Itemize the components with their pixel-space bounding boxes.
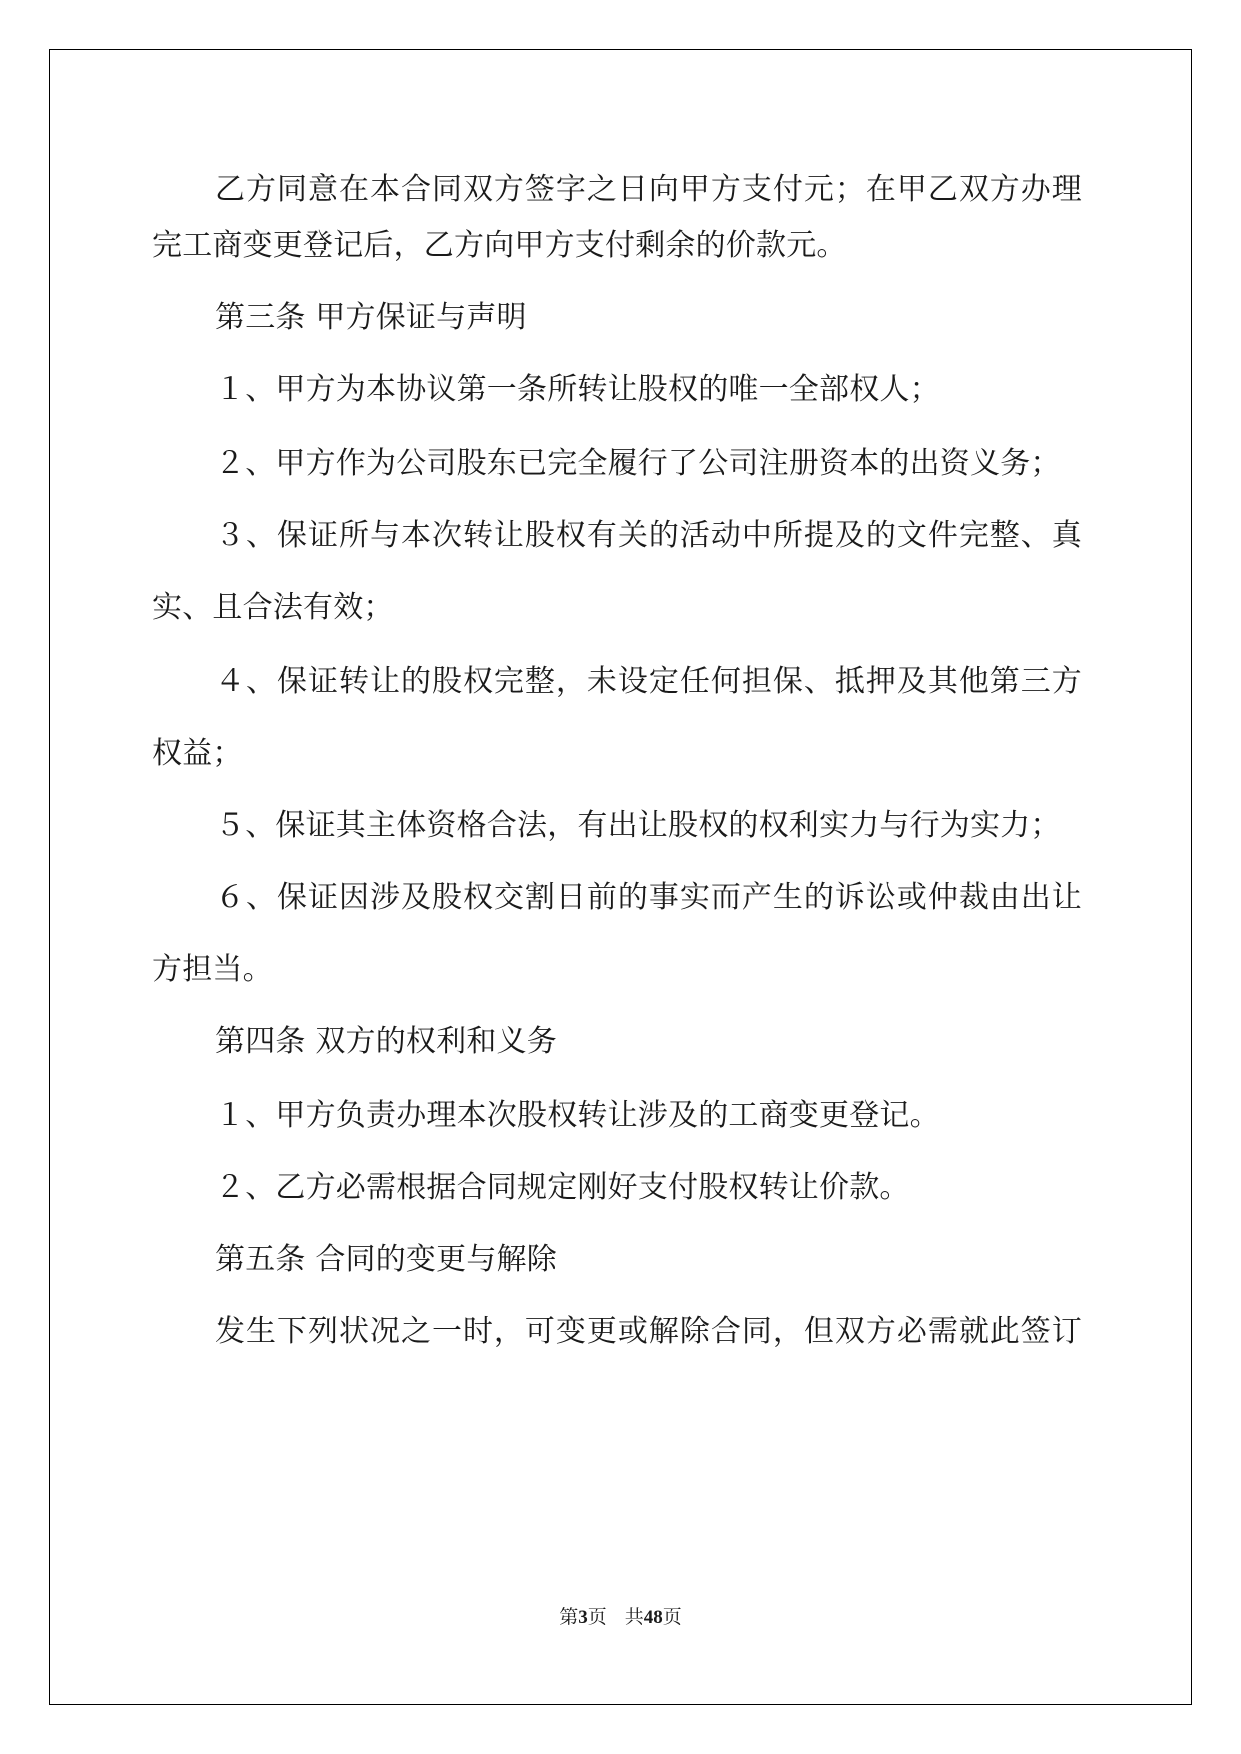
paragraph-line: １、甲方负责办理本次股权转让涉及的工商变更登记。 [215, 1098, 940, 1133]
paragraph-line: ５、保证其主体资格合法，有出让股权的权利实力与行为实力； [215, 808, 1061, 843]
page-prefix: 第 [559, 1607, 579, 1628]
page-number: 3 [578, 1607, 588, 1628]
section-heading: 第三条 甲方保证与声明 [215, 300, 527, 335]
page-footer [0, 1606, 1241, 1630]
paragraph-line: 实、且合法有效； [152, 590, 394, 625]
total-pages: 48 [643, 1607, 663, 1628]
total-prefix: 共 [624, 1607, 644, 1628]
paragraph-line: ２、乙方必需根据合同规定刚好支付股权转让价款。 [215, 1170, 910, 1205]
paragraph-line: ４、保证转让的股权完整，未设定任何担保、抵押及其他第三方 [215, 664, 1082, 699]
paragraph-line: 权益； [152, 736, 243, 771]
paragraph-line: １、甲方为本协议第一条所转让股权的唯一全部权人； [215, 372, 940, 407]
paragraph-line: ６、保证因涉及股权交割日前的事实而产生的诉讼或仲裁由出让 [215, 880, 1082, 915]
total-suffix: 页 [662, 1607, 682, 1628]
paragraph-line: 完工商变更登记后，乙方向甲方支付剩余的价款元。 [152, 228, 847, 263]
page-suffix: 页 [587, 1607, 607, 1628]
paragraph-line: ３、保证所与本次转让股权有关的活动中所提及的文件完整、真 [215, 518, 1082, 553]
section-heading: 第四条 双方的权利和义务 [215, 1024, 557, 1059]
paragraph-line: 乙方同意在本合同双方签字之日向甲方支付元；在甲乙双方办理 [215, 172, 1082, 207]
paragraph-line: 发生下列状况之一时，可变更或解除合同，但双方必需就此签订 [215, 1314, 1082, 1349]
paragraph-line: ２、甲方作为公司股东已完全履行了公司注册资本的出资义务； [215, 446, 1061, 481]
section-heading: 第五条 合同的变更与解除 [215, 1242, 557, 1277]
paragraph-line: 方担当。 [152, 952, 273, 987]
